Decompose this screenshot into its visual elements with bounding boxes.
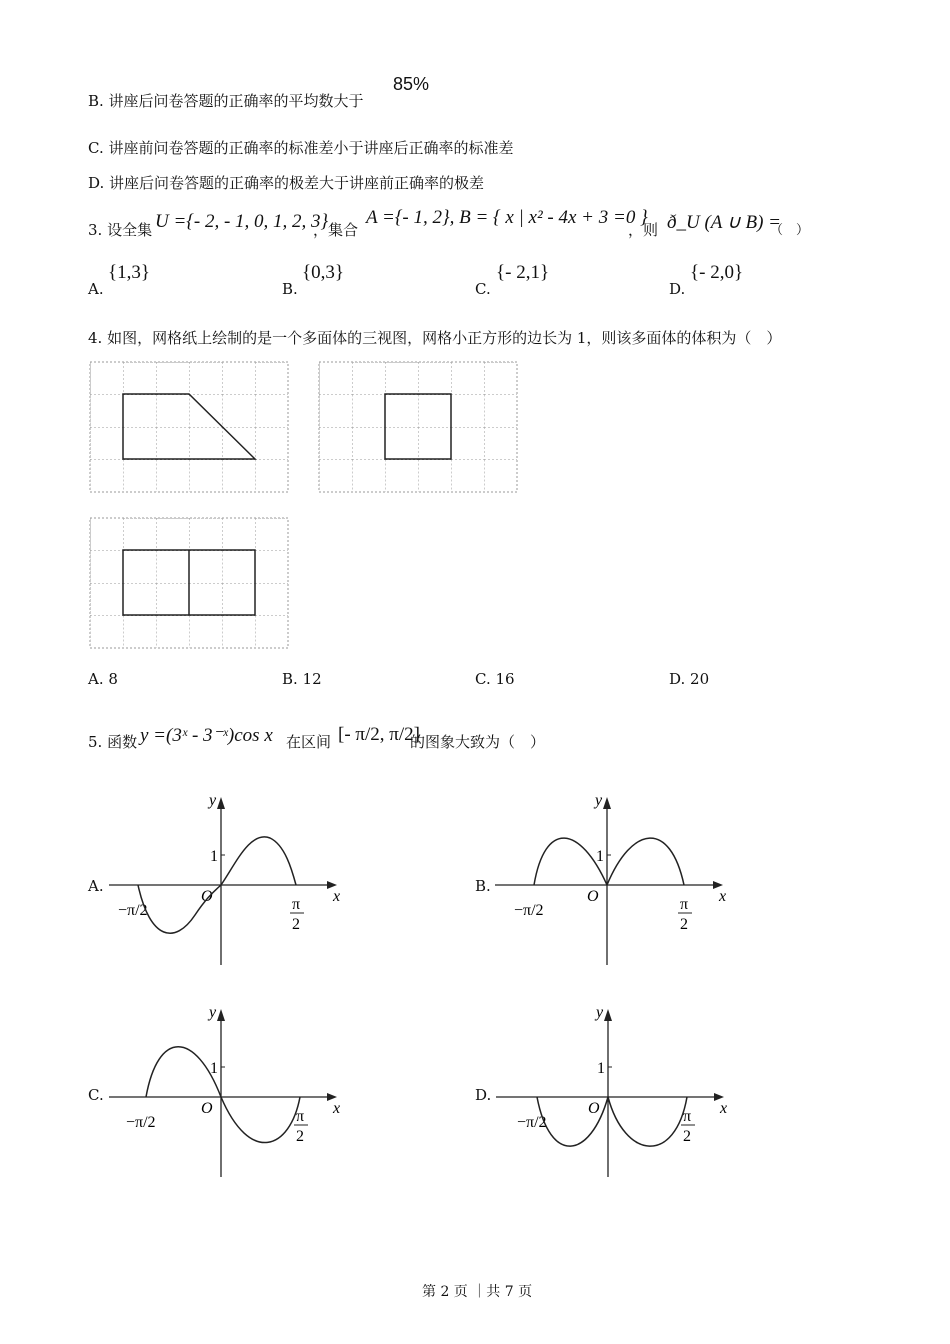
q5-mid: 在区间: [286, 733, 332, 751]
y-label: y: [595, 792, 603, 809]
q3-option-a-letter: A.: [88, 280, 104, 298]
q3-universal-set: U ={- 2, - 1, 0, 1, 2, 3}: [155, 211, 329, 232]
y-axis-arrow-icon: [604, 1009, 612, 1021]
label-one: 1: [597, 1060, 605, 1077]
q3-then: ，则: [628, 221, 659, 239]
q3-sets: A ={- 1, 2}, B = { x | x² - 4x + 3 =0 }: [366, 207, 648, 228]
q4-option-d: D. 20: [669, 670, 710, 688]
y-label: y: [209, 792, 217, 809]
pos-two: 2: [296, 1128, 304, 1145]
y-axis-arrow-icon: [603, 797, 611, 809]
y-label: y: [596, 1004, 604, 1021]
page-footer: 第 2 页 ｜共 7 页: [422, 1284, 533, 1300]
origin-label: O: [587, 888, 599, 905]
q4-option-a: A. 8: [88, 670, 118, 688]
x-label: x: [720, 1100, 728, 1117]
curve-b: [534, 838, 684, 885]
q3-option-b: {0,3}: [302, 262, 344, 283]
pos-pi: π: [292, 896, 301, 913]
q3-option-d: {- 2,0}: [690, 262, 744, 283]
q3-expression: ð_U (A ∪ B) =: [667, 212, 781, 233]
q5-option-c-letter: C.: [88, 1086, 104, 1104]
q2-option-d: D. 讲座后问卷答题的正确率的极差大于讲座前正确率的极差: [88, 174, 485, 192]
q3-option-c-letter: C.: [475, 280, 491, 298]
q2-option-b: B. 讲座后问卷答题的正确率的平均数大于: [88, 92, 364, 110]
q5-suffix: 的图象大致为（ ）: [410, 733, 546, 751]
pos-two: 2: [683, 1128, 691, 1145]
curve-d: [537, 1097, 687, 1146]
q3-mid: ，集合: [313, 221, 359, 239]
neg-half-pi-label: −π/2: [514, 902, 544, 919]
label-one: 1: [596, 848, 604, 865]
q2-option-b-value: 85%: [393, 74, 430, 94]
q3-prefix: 3. 设全集: [88, 221, 153, 239]
q5-interval: [- π/2, π/2]: [338, 724, 420, 745]
y-label: y: [209, 1004, 217, 1021]
x-label: x: [333, 888, 341, 905]
origin-label: O: [201, 888, 213, 905]
q3-option-b-letter: B.: [282, 280, 298, 298]
q5-option-d-letter: D.: [475, 1086, 492, 1104]
pos-two: 2: [292, 916, 300, 933]
label-one: 1: [210, 1060, 218, 1077]
neg-half-pi-label: −π/2: [118, 902, 148, 919]
pos-pi: π: [296, 1108, 305, 1125]
q5-option-b-letter: B.: [475, 877, 491, 895]
origin-label: O: [588, 1100, 600, 1117]
q3-paren: （ ）: [770, 223, 810, 238]
pos-two: 2: [680, 916, 688, 933]
y-axis-arrow-icon: [217, 1009, 225, 1021]
q3-option-a: {1,3}: [108, 262, 150, 283]
x-label: x: [719, 888, 727, 905]
q4-option-b: B. 12: [282, 670, 322, 688]
label-one: 1: [210, 848, 218, 865]
pos-pi: π: [680, 896, 689, 913]
neg-half-pi-label: −π/2: [517, 1114, 547, 1131]
origin-label: O: [201, 1100, 213, 1117]
neg-half-pi-label: −π/2: [126, 1114, 156, 1131]
q3-option-d-letter: D.: [669, 280, 686, 298]
q4-question: 4. 如图，网格纸上绘制的是一个多面体的三视图，网格小正方形的边长为 1，则该多面体的体积为（ ）: [88, 329, 782, 347]
q2-option-c: C. 讲座前问卷答题的正确率的标准差小于讲座后正确率的标准差: [88, 139, 514, 157]
q5-prefix: 5. 函数: [88, 733, 138, 751]
pos-pi: π: [683, 1108, 692, 1125]
q4-option-c: C. 16: [475, 670, 515, 688]
q3-option-c: {- 2,1}: [496, 262, 550, 283]
y-axis-arrow-icon: [217, 797, 225, 809]
q5-option-a-letter: A.: [88, 877, 104, 895]
x-label: x: [333, 1100, 341, 1117]
curve-c: [146, 1047, 300, 1143]
q5-function: y =(3ˣ - 3⁻ˣ)cos x: [140, 725, 273, 746]
